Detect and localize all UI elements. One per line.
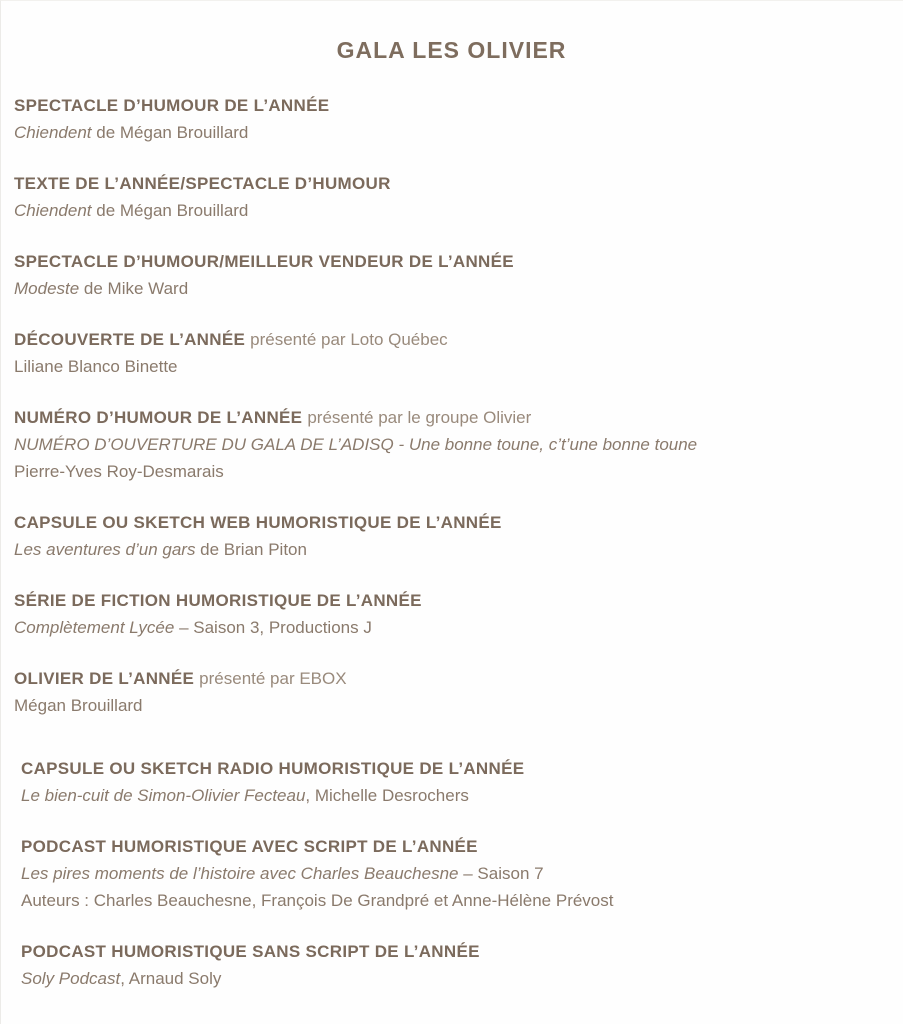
award-presenter: présenté par EBOX: [199, 669, 347, 688]
award-section: [14, 509, 889, 563]
award-section: [14, 587, 889, 641]
winner-name-text: – Saison 7: [458, 864, 544, 883]
award-winner-line: [14, 119, 889, 146]
work-title-text: NUMÉRO D’OUVERTURE DU GALA DE L’ADISQ - Une bonne toune, c’t’une bonne toune: [14, 435, 698, 454]
award-section: [14, 326, 889, 380]
award-winner-line: [14, 692, 889, 719]
award-category: TEXTE DE L’ANNÉE/SPECTACLE D’HUMOUR: [14, 174, 391, 193]
work-title-text: Soly Podcast: [21, 969, 121, 988]
award-section: [14, 755, 889, 809]
page-title: GALA LES OLIVIER: [336, 37, 567, 63]
award-section: [14, 833, 889, 914]
winner-name-text: , Arnaud Soly: [120, 969, 222, 988]
award-category: SPECTACLE D’HUMOUR DE L’ANNÉE: [14, 96, 330, 115]
winner-name-text: de Brian Piton: [195, 540, 307, 559]
award-category: PODCAST HUMORISTIQUE AVEC SCRIPT DE L’ANNÉE: [21, 837, 478, 856]
award-category: OLIVIER DE L’ANNÉE présenté par EBOX: [14, 669, 347, 688]
winner-name-text: de Mégan Brouillard: [91, 123, 249, 142]
award-winner-line: [14, 431, 889, 458]
award-category: SÉRIE DE FICTION HUMORISTIQUE DE L’ANNÉE: [14, 591, 422, 610]
work-title-text: Chiendent: [14, 201, 92, 220]
award-winner-line: [21, 965, 889, 992]
award-section: [14, 92, 889, 146]
award-winner-line: [14, 197, 889, 224]
work-title-text: Les pires moments de l’histoire avec Charles Beauchesne: [21, 864, 459, 883]
winner-name-text: de Mégan Brouillard: [91, 201, 249, 220]
award-category: CAPSULE OU SKETCH RADIO HUMORISTIQUE DE L’ANNÉE: [21, 759, 525, 778]
awards-list: [14, 92, 889, 992]
award-section: [14, 248, 889, 302]
winner-name-text: de Mike Ward: [79, 279, 189, 298]
award-category: DÉCOUVERTE DE L’ANNÉE présenté par Loto Québec: [14, 330, 448, 349]
award-presenter: présenté par le groupe Olivier: [307, 408, 532, 427]
work-title-text: Le bien-cuit de Simon-Olivier Fecteau: [21, 786, 306, 805]
winner-name-text: , Michelle Desrochers: [305, 786, 469, 805]
award-winner-line: [21, 887, 889, 914]
work-title-text: Modeste: [14, 279, 80, 298]
award-category: CAPSULE OU SKETCH WEB HUMORISTIQUE DE L’ANNÉE: [14, 513, 502, 532]
award-winner-line: [21, 860, 889, 887]
award-winner-line: [14, 536, 889, 563]
winner-name-text: Pierre-Yves Roy-Desmarais: [14, 462, 224, 481]
award-winner-line: [21, 782, 889, 809]
winner-name-text: Auteurs : Charles Beauchesne, François De Grandpré et Anne-Hélène Prévost: [21, 891, 614, 910]
award-section: [14, 404, 889, 485]
award-presenter: présenté par Loto Québec: [250, 330, 448, 349]
work-title-text: Les aventures d’un gars: [14, 540, 196, 559]
award-section: [14, 938, 889, 992]
winner-name-text: Liliane Blanco Binette: [14, 357, 178, 376]
award-category: NUMÉRO D’HUMOUR DE L’ANNÉE présenté par le groupe Olivier: [14, 408, 532, 427]
award-category: SPECTACLE D’HUMOUR/MEILLEUR VENDEUR DE L’ANNÉE: [14, 252, 514, 271]
winner-name-text: – Saison 3, Productions J: [174, 618, 372, 637]
award-section: [14, 170, 889, 224]
award-winner-line: [14, 275, 889, 302]
work-title-text: Complètement Lycée: [14, 618, 175, 637]
award-category: PODCAST HUMORISTIQUE SANS SCRIPT DE L’ANNÉE: [21, 942, 480, 961]
work-title-text: Chiendent: [14, 123, 92, 142]
award-winner-line: [14, 458, 889, 485]
award-section: [14, 665, 889, 719]
award-winner-line: [14, 614, 889, 641]
award-winner-line: [14, 353, 889, 380]
winner-name-text: Mégan Brouillard: [14, 696, 143, 715]
